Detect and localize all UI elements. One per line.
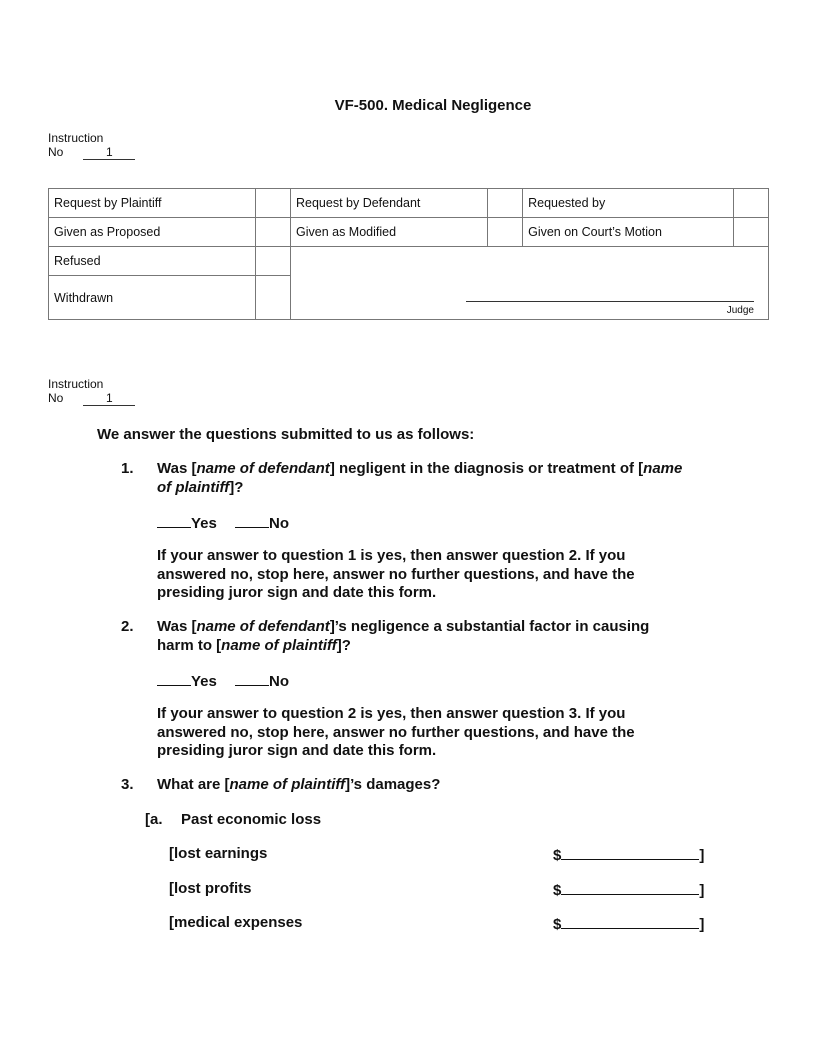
refused-label: Refused (49, 247, 256, 276)
q3-text: What are [name of plaintiff]’s damages? (157, 776, 441, 793)
yes-label: Yes (191, 673, 217, 690)
q1-no-blank[interactable] (235, 513, 269, 528)
request-status-table (48, 188, 769, 320)
instruction-label-bottom (48, 377, 135, 406)
judge-signature-line (466, 301, 754, 302)
q1-instructions: If your answer to question 1 is yes, then answer question 2. If you answered no, stop here, answer no further questions, and have the presiding juror sign and date this form. (157, 547, 635, 601)
yes-label: Yes (191, 515, 217, 532)
instruction-number-field[interactable]: 1 (83, 391, 135, 406)
form-title: VF-500. Medical Negligence (334, 97, 532, 114)
q2-no-blank[interactable] (235, 671, 269, 686)
section-a-letter: [a. (145, 811, 163, 828)
request-by-plaintiff-box[interactable] (256, 189, 291, 218)
instruction-label-top (48, 131, 135, 160)
q1-answer (157, 513, 289, 534)
given-as-modified-box[interactable] (488, 218, 523, 247)
intro-text: We answer the questions submitted to us as follows: (97, 426, 475, 443)
no-label: No (48, 391, 64, 405)
q2-instructions: If your answer to question 2 is yes, then answer question 3. If you answered no, stop here, answer no further questions, and have the presiding juror sign and date this form. (157, 705, 635, 759)
instruction-number-field[interactable]: 1 (83, 145, 135, 160)
q1-text: Was [name of defendant] negligent in the diagnosis or treatment of [name of plaintiff]? (157, 460, 683, 496)
medical-expenses-amount[interactable]: $ ] (553, 916, 705, 933)
no-label: No (48, 145, 64, 159)
section-a-label: Past economic loss (181, 811, 322, 828)
medical-expenses-label: [medical expenses (169, 914, 303, 931)
given-as-proposed-label: Given as Proposed (49, 218, 256, 247)
instruction-text: Instruction (48, 377, 104, 391)
lost-earnings-label: [lost earnings (169, 845, 268, 862)
q2-yes-blank[interactable] (157, 671, 191, 686)
requested-by-label: Requested by (523, 189, 734, 218)
refused-box[interactable] (256, 247, 291, 276)
request-by-defendant-label: Request by Defendant (291, 189, 488, 218)
given-as-proposed-box[interactable] (256, 218, 291, 247)
instruction-text: Instruction (48, 131, 104, 145)
request-by-plaintiff-label: Request by Plaintiff (49, 189, 256, 218)
lost-profits-label: [lost profits (169, 880, 252, 897)
q1-number: 1. (121, 460, 134, 477)
judge-signature-area[interactable] (291, 247, 769, 320)
q2-answer (157, 671, 289, 692)
q2-text: Was [name of defendant]’s negligence a substantial factor in causing harm to [name of plaintiff]? (157, 618, 650, 654)
withdrawn-box[interactable] (256, 276, 291, 320)
lost-earnings-amount[interactable]: $ ] (553, 847, 705, 864)
q2-number: 2. (121, 618, 134, 635)
no-label: No (269, 515, 290, 532)
judge-label: Judge (726, 305, 754, 316)
requested-by-box[interactable] (734, 189, 769, 218)
q3-number: 3. (121, 776, 134, 793)
given-on-courts-motion-label: Given on Court’s Motion (523, 218, 734, 247)
given-on-courts-motion-box[interactable] (734, 218, 769, 247)
lost-profits-amount[interactable]: $ ] (553, 882, 705, 899)
q1-yes-blank[interactable] (157, 513, 191, 528)
given-as-modified-label: Given as Modified (291, 218, 488, 247)
withdrawn-label: Withdrawn (49, 276, 256, 320)
no-label: No (269, 673, 290, 690)
request-by-defendant-box[interactable] (488, 189, 523, 218)
